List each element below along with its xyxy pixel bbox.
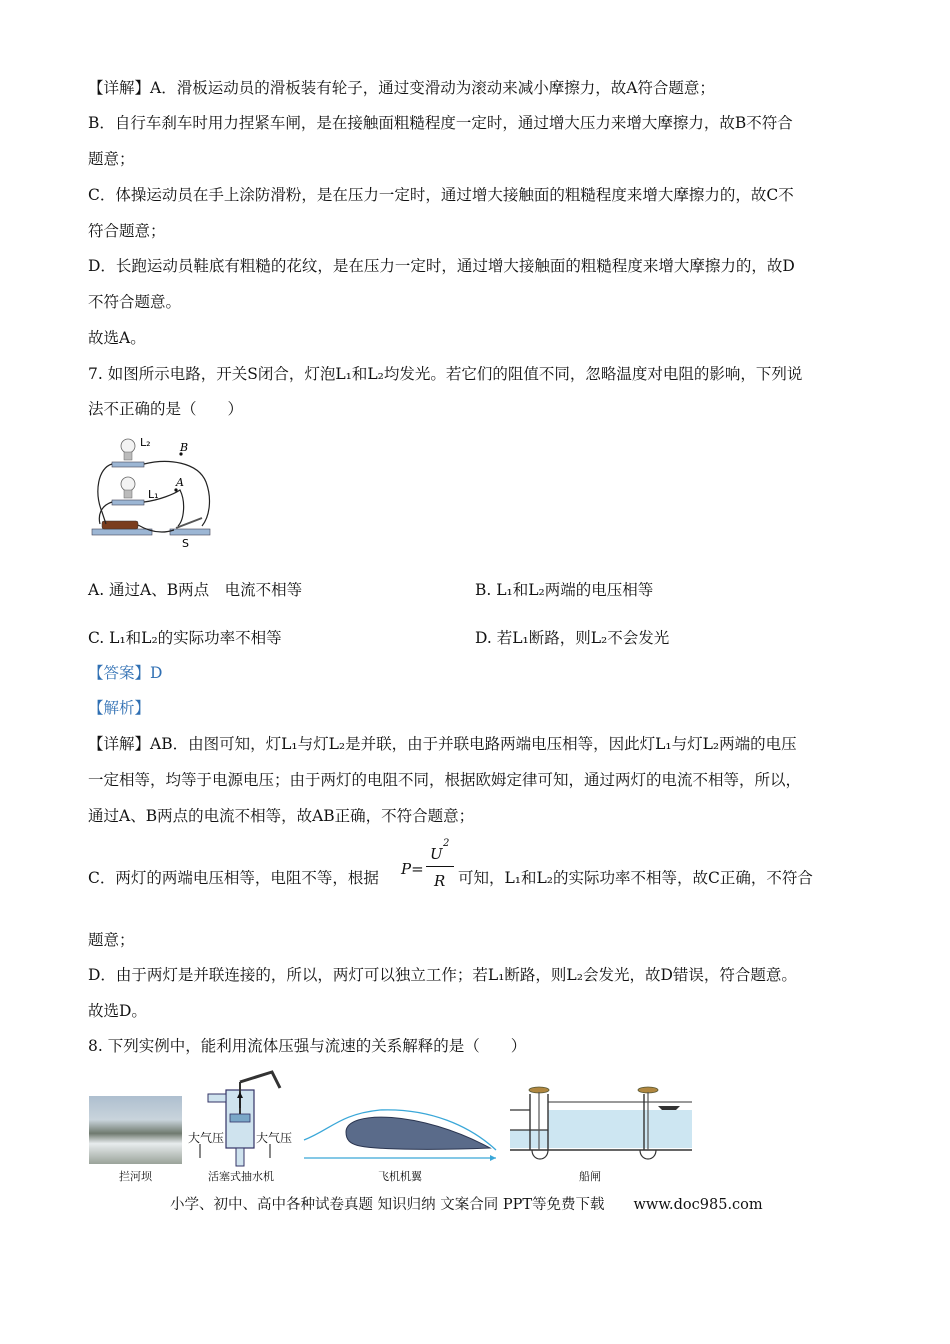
option-b: B. L₁和L₂两端的电压相等 bbox=[475, 581, 654, 599]
text-line: D．长跑运动员鞋底有粗糙的花纹，是在压力一定时，通过增大接触面的粗糙程度来增大摩擦力的，故D bbox=[88, 257, 795, 275]
text-line: 一定相等，均等于电源电压；由于两灯的电阻不同，根据欧姆定律可知，通过两灯的电流不相等，所以， bbox=[88, 771, 802, 789]
text-line: 【详解】A．滑板运动员的滑板装有轮子，通过变滑动为滚动来减小摩擦力，故A符合题意； bbox=[88, 79, 715, 97]
question-8-stem: 8. 下列实例中，能利用流体压强与流速的关系解释的是（ ） bbox=[88, 1037, 527, 1055]
analysis-label: 【解析】 bbox=[88, 699, 151, 717]
text-line: 不符合题意。 bbox=[88, 293, 182, 311]
caption-wing: 飞机机翼 bbox=[378, 1170, 422, 1183]
label-atm-right: 大气压 bbox=[256, 1131, 293, 1145]
circuit-diagram bbox=[88, 432, 228, 552]
text-line: B．自行车刹车时用力捏紧车闸，是在接触面粗糙程度一定时，通过增大压力来增大摩擦力，故B不符合 bbox=[88, 114, 793, 132]
lamp-base-l2 bbox=[112, 462, 144, 467]
label-atm-left: 大气压 bbox=[188, 1131, 225, 1145]
text-line: 通过A、B两点的电流不相等，故AB正确，不符合题意； bbox=[88, 807, 475, 825]
label-l2: L₂ bbox=[140, 436, 151, 449]
text-line: 故选A。 bbox=[88, 329, 146, 347]
switch-base bbox=[170, 529, 210, 535]
page-footer: 小学、初中、高中各种试卷真题 知识归纳 文案合同 PPT等免费下载 www.doc985.com bbox=[170, 1197, 763, 1213]
text-line: 题意； bbox=[88, 931, 135, 949]
option-c: C. L₁和L₂的实际功率不相等 bbox=[88, 629, 282, 647]
label-a: A bbox=[176, 476, 184, 489]
lamp-base-l1 bbox=[112, 500, 144, 505]
caption-pump: 活塞式抽水机 bbox=[208, 1170, 274, 1183]
lamp-l2-icon bbox=[121, 439, 135, 453]
text-line-part: 可知，L₁和L₂的实际功率不相等，故C正确，不符合 bbox=[458, 869, 813, 887]
airplane-wing-figure bbox=[300, 1100, 500, 1164]
text-line: C．体操运动员在手上涂防滑粉，是在压力一定时，通过增大接触面的粗糙程度来增大摩擦力的，故C不 bbox=[88, 186, 794, 204]
caption-lock: 船闸 bbox=[579, 1170, 601, 1183]
label-l1: L₁ bbox=[148, 488, 159, 501]
question-7-stem-cont: 法不正确的是（ ） bbox=[88, 400, 244, 418]
ship-lock-figure bbox=[508, 1080, 694, 1166]
battery-base bbox=[92, 529, 152, 535]
ship-icon bbox=[658, 1106, 680, 1110]
option-d: D. 若L₁断路，则L₂不会发光 bbox=[475, 629, 670, 647]
text-line-part: C．两灯的两端电压相等，电阻不等，根据 bbox=[88, 869, 379, 887]
option-a: A. 通过A、B两点 电流不相等 bbox=[88, 581, 303, 599]
text-line: 题意； bbox=[88, 150, 135, 168]
text-line: D．由于两灯是并联连接的，所以，两灯可以独立工作；若L₁断路，则L₂会发光，故D错误，符合题意。 bbox=[88, 966, 797, 984]
label-s: S bbox=[182, 537, 189, 550]
text-line: 【详解】AB．由图可知，灯L₁与灯L₂是并联，由于并联电路两端电压相等，因此灯L₁与灯L₂两端的电压 bbox=[88, 735, 797, 753]
text-line: 故选D。 bbox=[88, 1002, 147, 1020]
text-line: 符合题意； bbox=[88, 222, 166, 240]
dam-photo bbox=[89, 1096, 182, 1164]
answer-label: 【答案】D bbox=[88, 664, 163, 682]
label-b: B bbox=[180, 441, 189, 454]
piston-pump-figure bbox=[186, 1068, 296, 1168]
lamp-l1-icon bbox=[121, 477, 135, 491]
question-7-stem: 7. 如图所示电路，开关S闭合，灯泡L₁和L₂均发光。若它们的阻值不同，忽略温度对电阻的影响，下列说 bbox=[88, 365, 803, 383]
caption-dam: 拦河坝 bbox=[119, 1170, 152, 1183]
battery-icon bbox=[102, 521, 138, 529]
